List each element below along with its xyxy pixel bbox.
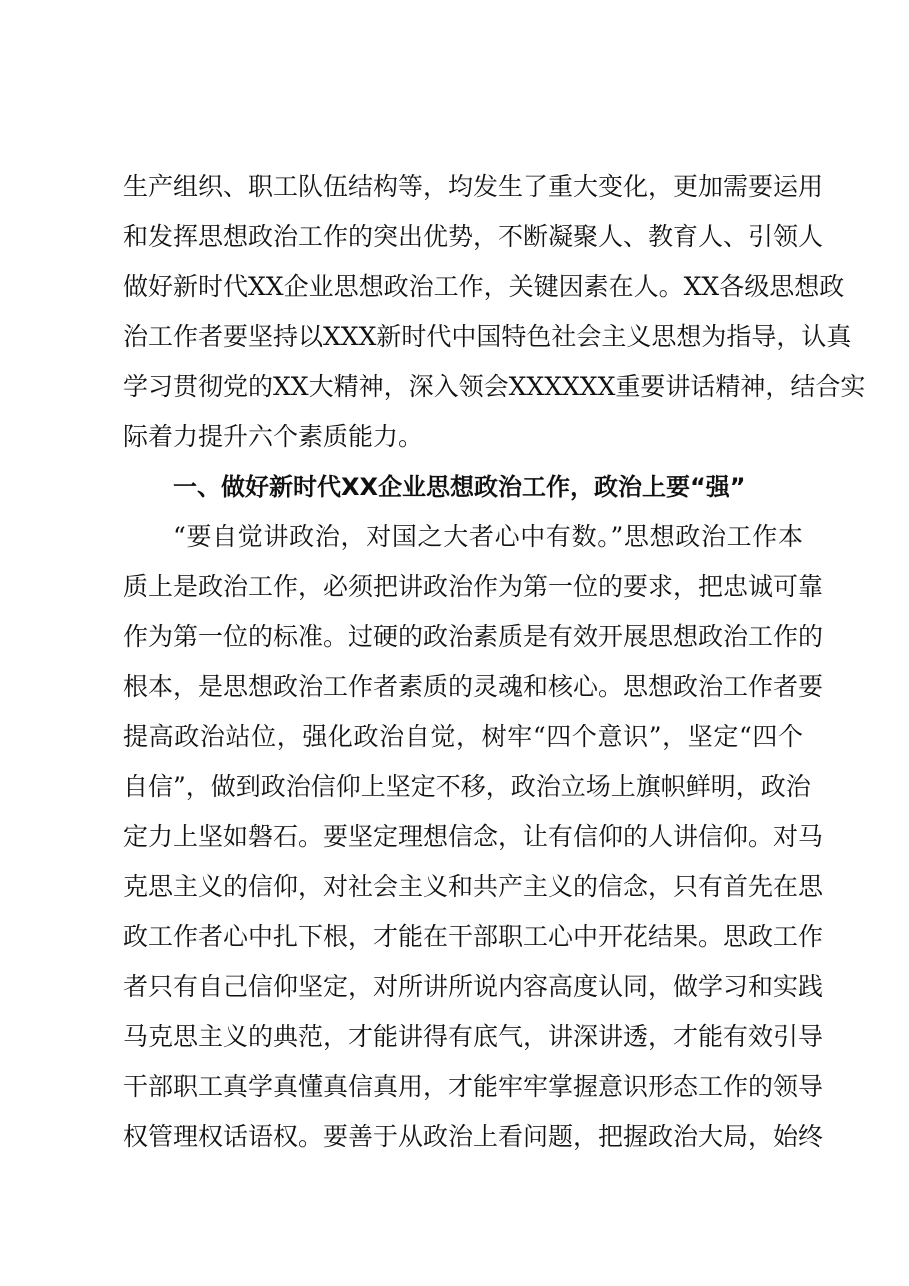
paragraph-2-line: 马克思主义的典范，才能讲得有底气，讲深讲透，才能有效引导 <box>123 1022 824 1051</box>
paragraph-1-line: 际着力提升六个素质能力。 <box>123 422 424 451</box>
paragraph-2-line: 定力上坚如磐石。要坚定理想信念，让有信仰的人讲信仰。对马 <box>123 822 824 851</box>
paragraph-2-line: 者只有自己信仰坚定，对所讲所说内容高度认同，做学习和实践 <box>123 972 824 1001</box>
section-heading: 一、做好新时代XX企业思想政治工作，政治上要“强” <box>173 473 746 501</box>
paragraph-2-line: 干部职工真学真懂真信真用，才能牢牢掌握意识形态工作的领导 <box>123 1072 824 1101</box>
paragraph-1-line: 和发挥思想政治工作的突出优势，不断凝聚人、教育人、引领人 <box>123 222 824 251</box>
paragraph-2-line: 质上是政治工作，必须把讲政治作为第一位的要求，把忠诚可靠 <box>123 572 824 601</box>
paragraph-2-line: 克思主义的信仰，对社会主义和共产主义的信念，只有首先在思 <box>123 872 824 901</box>
paragraph-1-line: 治工作者要坚持以XXX新时代中国特色社会主义思想为指导，认真 <box>123 322 852 351</box>
paragraph-2-line: 权管理权话语权。要善于从政治上看问题，把握政治大局，始终 <box>123 1122 824 1151</box>
paragraph-1-line: 做好新时代XX企业思想政治工作，关键因素在人。XX各级思想政 <box>123 272 845 301</box>
paragraph-2-line: 根本，是思想政治工作者素质的灵魂和核心。思想政治工作者要 <box>123 672 824 701</box>
paragraph-2-line: “要自觉讲政治，对国之大者心中有数。”思想政治工作本 <box>173 522 803 551</box>
paragraph-2-line: 提高政治站位，强化政治自觉，树牢“四个意识”，坚定“四个 <box>123 722 803 751</box>
paragraph-1-line: 生产组织、职工队伍结构等，均发生了重大变化，更加需要运用 <box>123 172 824 201</box>
paragraph-1-line: 学习贯彻党的XX大精神，深入领会XXXXXX重要讲话精神，结合实 <box>123 372 866 401</box>
paragraph-2-line: 自信”，做到政治信仰上坚定不移，政治立场上旗帜鲜明，政治 <box>123 772 811 801</box>
paragraph-2-line: 作为第一位的标准。过硬的政治素质是有效开展思想政治工作的 <box>123 622 824 651</box>
paragraph-2-line: 政工作者心中扎下根，才能在干部职工心中开花结果。思政工作 <box>123 922 824 951</box>
